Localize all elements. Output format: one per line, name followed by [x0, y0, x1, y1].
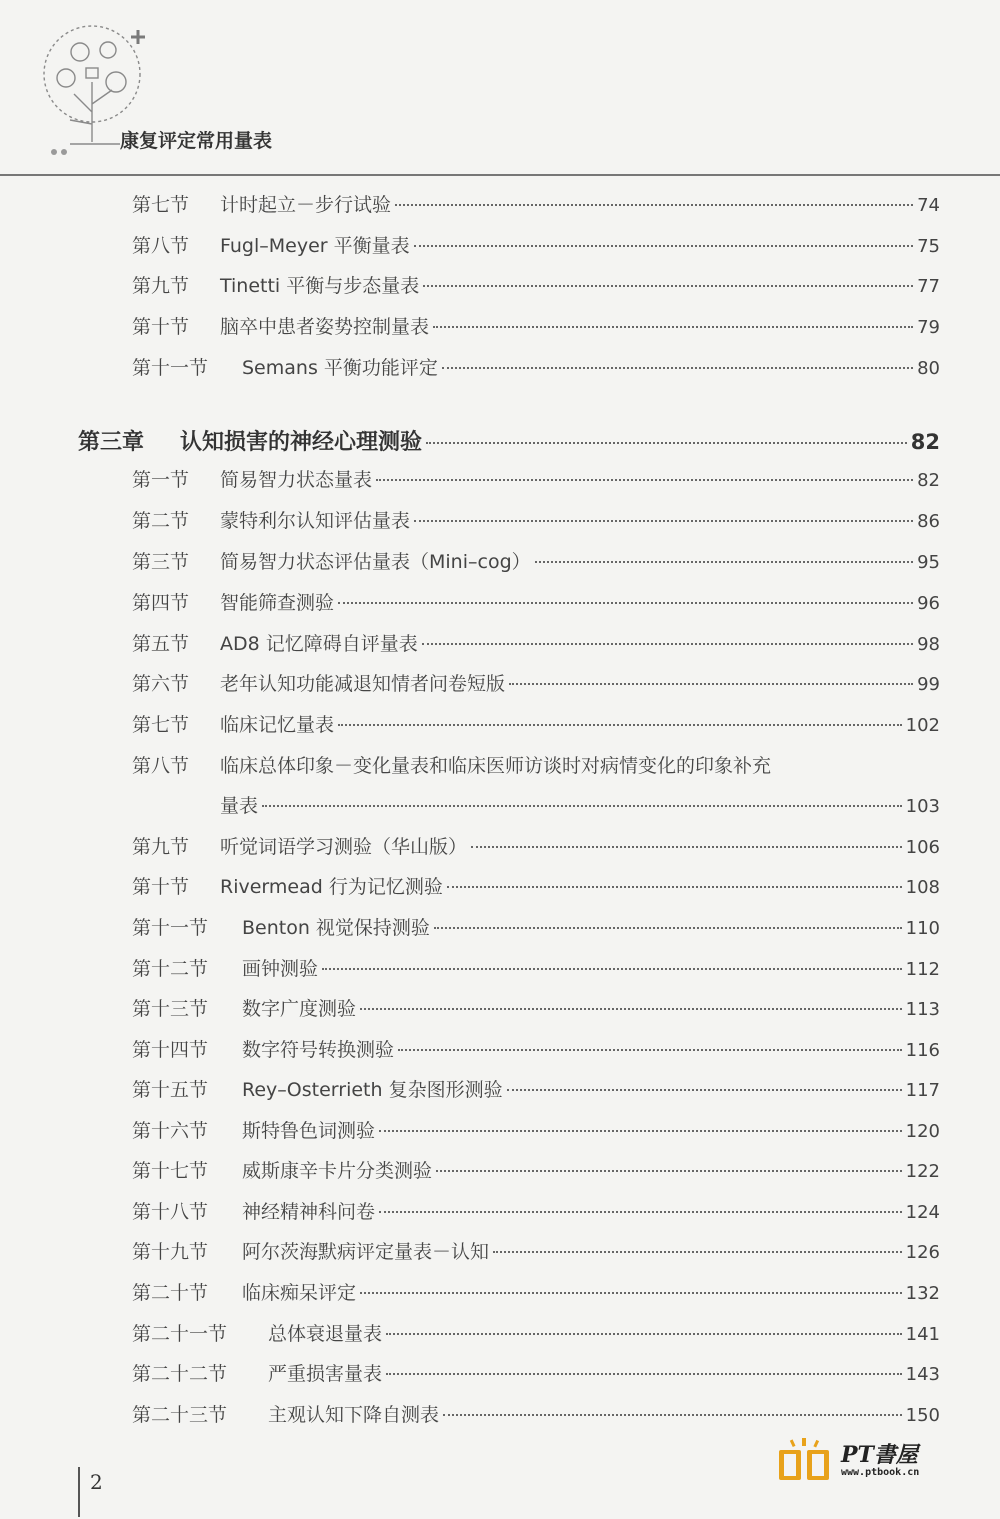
section-title: Rivermead 行为记忆测验 [220, 876, 443, 898]
section-number: 第一节 [132, 469, 190, 491]
section-title: 总体衰退量表 [268, 1323, 383, 1345]
section-number: 第十四节 [132, 1039, 209, 1061]
page-ref: 141 [905, 1324, 940, 1345]
page-ref: 103 [905, 796, 940, 817]
page-ref: 150 [905, 1405, 940, 1426]
toc-row [132, 1075, 940, 1102]
dot-leader [443, 1414, 902, 1416]
page-ref: 126 [905, 1242, 940, 1263]
section-title: 智能筛查测验 [220, 592, 335, 614]
brand-url: www.ptbook.cn [841, 1467, 920, 1478]
dot-leader [493, 1251, 902, 1253]
toc-row [132, 588, 940, 615]
page-number: 2 [90, 1470, 103, 1494]
dot-leader [338, 602, 913, 604]
toc-row [132, 1400, 940, 1427]
toc-row [132, 1035, 940, 1062]
dot-leader [360, 1292, 902, 1294]
toc-row [132, 190, 940, 217]
page-ref: 79 [917, 317, 940, 338]
dot-leader [414, 245, 913, 247]
page-ref: 77 [917, 276, 940, 297]
dot-leader [442, 367, 913, 369]
section-title: 简易智力状态评估量表（Mini–cog） [220, 551, 531, 573]
toc-row [132, 1156, 940, 1183]
section-title: 老年认知功能减退知情者问卷短版 [220, 673, 506, 695]
dot-leader [433, 326, 913, 328]
section-title: Rey–Osterrieth 复杂图形测验 [242, 1079, 503, 1101]
section-number: 第五节 [132, 633, 190, 655]
page-ref: 95 [917, 552, 940, 573]
dot-leader [535, 561, 913, 563]
section-number: 第二节 [132, 510, 190, 532]
section-title: 量表 [220, 795, 259, 817]
section-number: 第九节 [132, 275, 190, 297]
toc-row [132, 751, 940, 778]
section-number: 第十一节 [132, 357, 209, 379]
dot-leader [360, 1008, 902, 1010]
brand-name: PT書屋 [841, 1442, 918, 1468]
section-title: 听觉词语学习测验（华山版） [220, 836, 468, 858]
footer-divider [78, 1467, 80, 1517]
toc-row [132, 312, 940, 339]
toc-row [132, 1116, 940, 1143]
page-ref: 113 [905, 999, 940, 1020]
page-ref: 99 [917, 674, 940, 695]
page-ref: 74 [917, 195, 940, 216]
dot-leader [386, 1333, 902, 1335]
section-title: 临床总体印象－变化量表和临床医师访谈时对病情变化的印象补充 [220, 755, 772, 777]
dot-leader [338, 724, 902, 726]
section-number: 第四节 [132, 592, 190, 614]
dot-leader [447, 886, 902, 888]
page-ref: 120 [905, 1121, 940, 1142]
section-title: 威斯康辛卡片分类测验 [242, 1160, 433, 1182]
page-ref: 116 [905, 1040, 940, 1061]
section-number: 第七节 [132, 194, 190, 216]
dot-leader [422, 643, 913, 645]
section-title: Benton 视觉保持测验 [242, 917, 430, 939]
toc-row [132, 710, 940, 737]
section-number: 第十九节 [132, 1241, 209, 1263]
toc-row [132, 271, 940, 298]
section-number: 第十五节 [132, 1079, 209, 1101]
page-ref: 122 [905, 1161, 940, 1182]
dot-leader [423, 285, 913, 287]
section-title: 计时起立－步行试验 [220, 194, 392, 216]
page-ref: 86 [917, 511, 940, 532]
section-title: 简易智力状态量表 [220, 469, 373, 491]
toc-row [132, 913, 940, 940]
section-number: 第六节 [132, 673, 190, 695]
toc-row [132, 954, 940, 981]
page-ref: 98 [917, 634, 940, 655]
toc-row [132, 1237, 940, 1264]
page-ref: 112 [905, 959, 940, 980]
page-ref: 124 [905, 1202, 940, 1223]
toc-row [132, 465, 940, 492]
toc-row [220, 791, 940, 818]
dot-leader [262, 805, 902, 807]
header-divider [0, 174, 1000, 176]
page-ref: 110 [905, 918, 940, 939]
section-title: 严重损害量表 [268, 1363, 383, 1385]
toc-row [132, 1278, 940, 1305]
chapter-title: 认知损害的神经心理测验 [180, 430, 423, 455]
dot-leader [386, 1373, 902, 1375]
section-title: AD8 记忆障碍自评量表 [220, 633, 418, 655]
dot-leader [426, 442, 907, 444]
toc-row [132, 353, 940, 380]
section-number: 第七节 [132, 714, 190, 736]
section-number: 第二十三节 [132, 1404, 228, 1426]
dot-leader [398, 1049, 902, 1051]
book-icon [775, 1436, 835, 1482]
section-number: 第十三节 [132, 998, 209, 1020]
toc-row [132, 832, 940, 859]
section-title: 阿尔茨海默病评定量表－认知 [242, 1241, 490, 1263]
toc-row [132, 1319, 940, 1346]
page-ref: 82 [917, 470, 940, 491]
toc-row [132, 872, 940, 899]
book-title: 康复评定常用量表 [120, 130, 273, 152]
section-number: 第十七节 [132, 1160, 209, 1182]
section-number: 第九节 [132, 836, 190, 858]
toc-row [132, 506, 940, 533]
section-title: 脑卒中患者姿势控制量表 [220, 316, 430, 338]
section-title: 临床痴呆评定 [242, 1282, 357, 1304]
section-number: 第十八节 [132, 1201, 209, 1223]
section-number: 第十节 [132, 316, 190, 338]
toc-row [132, 1359, 940, 1386]
dot-leader [376, 479, 913, 481]
section-number: 第十六节 [132, 1120, 209, 1142]
section-number: 第十一节 [132, 917, 209, 939]
dot-leader [322, 968, 902, 970]
dot-leader [507, 1089, 902, 1091]
toc-row [132, 629, 940, 656]
toc-row [132, 231, 940, 258]
section-number: 第二十一节 [132, 1323, 228, 1345]
section-title: 主观认知下降自测表 [268, 1404, 440, 1426]
page-ref: 108 [905, 877, 940, 898]
section-number: 第二十二节 [132, 1363, 228, 1385]
section-title: 数字广度测验 [242, 998, 357, 1020]
page-ref: 143 [905, 1364, 940, 1385]
page-ref: 117 [905, 1080, 940, 1101]
section-title: 神经精神科问卷 [242, 1201, 376, 1223]
section-number: 第三节 [132, 551, 190, 573]
page-ref: 96 [917, 593, 940, 614]
page-ref: 80 [917, 358, 940, 379]
dot-leader [434, 927, 902, 929]
dot-leader [509, 683, 913, 685]
section-title: 斯特鲁色词测验 [242, 1120, 376, 1142]
dot-leader [379, 1211, 902, 1213]
page-header [0, 0, 1000, 178]
section-title: 画钟测验 [242, 958, 319, 980]
dot-leader [436, 1170, 902, 1172]
section-title: 临床记忆量表 [220, 714, 335, 736]
section-number: 第八节 [132, 755, 190, 777]
publisher-logo [775, 1436, 955, 1486]
toc-row [132, 547, 940, 574]
dot-leader [471, 846, 902, 848]
dot-leader [414, 520, 913, 522]
chapter-number: 第三章 [78, 430, 145, 455]
dot-leader [395, 204, 913, 206]
toc-row [132, 994, 940, 1021]
dot-leader [379, 1130, 902, 1132]
section-number: 第八节 [132, 235, 190, 257]
section-title: Fugl–Meyer 平衡量表 [220, 235, 410, 257]
section-title: 蒙特利尔认知评估量表 [220, 510, 411, 532]
section-title: Semans 平衡功能评定 [242, 357, 438, 379]
page-ref: 82 [910, 430, 940, 454]
section-number: 第十二节 [132, 958, 209, 980]
page-ref: 102 [905, 715, 940, 736]
page-ref: 106 [905, 837, 940, 858]
section-number: 第十节 [132, 876, 190, 898]
section-title: Tinetti 平衡与步态量表 [220, 275, 420, 297]
page-ref: 132 [905, 1283, 940, 1304]
section-title: 数字符号转换测验 [242, 1039, 395, 1061]
toc-chapter-row [78, 425, 940, 456]
section-number: 第二十节 [132, 1282, 209, 1304]
page-ref: 75 [917, 236, 940, 257]
toc-row [132, 669, 940, 696]
toc-row [132, 1197, 940, 1224]
